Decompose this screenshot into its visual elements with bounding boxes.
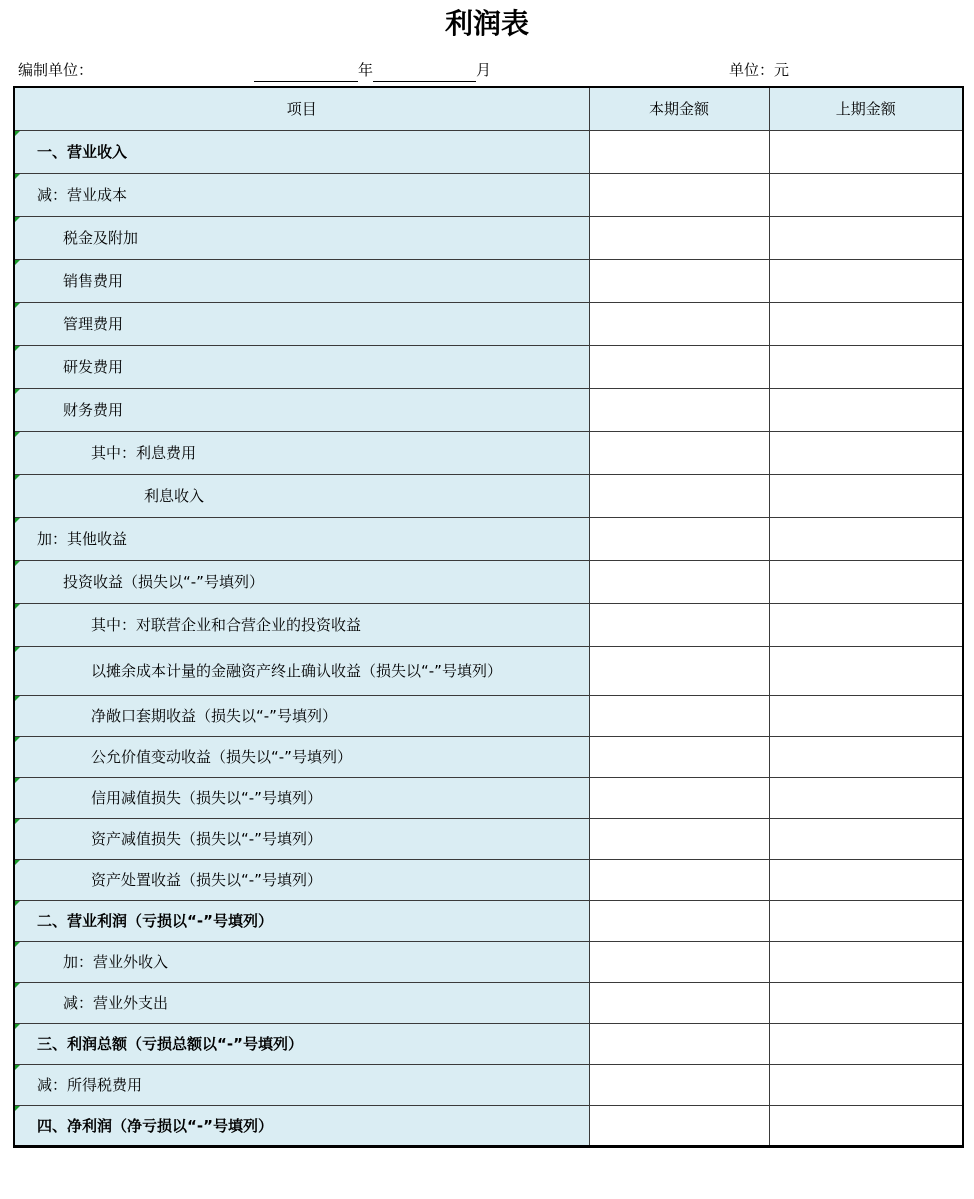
previous-amount-cell[interactable] [769,736,963,777]
current-amount-cell[interactable] [589,646,769,695]
table-row [14,859,963,900]
table-row [14,646,963,695]
table-row [14,695,963,736]
previous-amount-cell[interactable] [769,695,963,736]
table-row [14,1064,963,1105]
previous-amount-cell[interactable] [769,1023,963,1064]
table-row [14,941,963,982]
table-row [14,517,963,560]
table-row [14,736,963,777]
previous-amount-cell[interactable] [769,1105,963,1146]
row-label: 利息收入 [14,474,589,517]
table-row [14,345,963,388]
current-amount-cell[interactable] [589,130,769,173]
current-amount-cell[interactable] [589,695,769,736]
row-label: 税金及附加 [14,216,589,259]
previous-amount-cell[interactable] [769,388,963,431]
table-row [14,900,963,941]
previous-amount-cell[interactable] [769,818,963,859]
row-label: 销售费用 [14,259,589,302]
row-label: 其中：对联营企业和合营企业的投资收益 [14,603,589,646]
row-label: 三、利润总额（亏损总额以“-”号填列） [14,1023,589,1064]
row-label: 加：营业外收入 [14,941,589,982]
row-label: 管理费用 [14,302,589,345]
current-amount-cell[interactable] [589,345,769,388]
previous-amount-cell[interactable] [769,982,963,1023]
company-label: 编制单位： [18,61,94,79]
income-statement-table [13,86,964,1148]
row-label: 减：所得税费用 [14,1064,589,1105]
column-header-previous-period: 上期金额 [769,87,963,130]
row-label: 以摊余成本计量的金融资产终止确认收益（损失以“-”号填列） [14,646,589,695]
current-amount-cell[interactable] [589,900,769,941]
previous-amount-cell[interactable] [769,474,963,517]
previous-amount-cell[interactable] [769,900,963,941]
previous-amount-cell[interactable] [769,859,963,900]
current-amount-cell[interactable] [589,302,769,345]
page-title: 利润表 [444,7,529,40]
report-period [254,58,491,82]
previous-amount-cell[interactable] [769,1064,963,1105]
row-label: 资产处置收益（损失以“-”号填列） [14,859,589,900]
table-row [14,474,963,517]
table-row [14,216,963,259]
current-amount-cell[interactable] [589,982,769,1023]
current-amount-cell[interactable] [589,431,769,474]
table-row [14,982,963,1023]
current-amount-cell[interactable] [589,216,769,259]
previous-amount-cell[interactable] [769,646,963,695]
table-row [14,130,963,173]
current-amount-cell[interactable] [589,736,769,777]
row-label: 加：其他收益 [14,517,589,560]
row-label: 资产减值损失（损失以“-”号填列） [14,818,589,859]
row-label: 减：营业成本 [14,173,589,216]
current-amount-cell[interactable] [589,517,769,560]
month-label: 月 [476,61,492,79]
previous-amount-cell[interactable] [769,560,963,603]
table-row [14,1023,963,1064]
current-amount-cell[interactable] [589,603,769,646]
previous-amount-cell[interactable] [769,431,963,474]
report-meta [0,58,974,82]
previous-amount-cell[interactable] [769,345,963,388]
column-header-item: 项目 [14,87,589,130]
previous-amount-cell[interactable] [769,777,963,818]
row-label: 公允价值变动收益（损失以“-”号填列） [14,736,589,777]
current-amount-cell[interactable] [589,777,769,818]
previous-amount-cell[interactable] [769,941,963,982]
row-label: 投资收益（损失以“-”号填列） [14,560,589,603]
column-header-current-period: 本期金额 [589,87,769,130]
current-amount-cell[interactable] [589,818,769,859]
table-row [14,818,963,859]
previous-amount-cell[interactable] [769,130,963,173]
table-row [14,259,963,302]
table-row [14,173,963,216]
table-row [14,603,963,646]
row-label: 四、净利润（净亏损以“-”号填列） [14,1105,589,1146]
current-amount-cell[interactable] [589,474,769,517]
row-label: 减：营业外支出 [14,982,589,1023]
row-label: 二、营业利润（亏损以“-”号填列） [14,900,589,941]
row-label: 净敞口套期收益（损失以“-”号填列） [14,695,589,736]
table-row [14,302,963,345]
current-amount-cell[interactable] [589,173,769,216]
table-row [14,388,963,431]
current-amount-cell[interactable] [589,859,769,900]
previous-amount-cell[interactable] [769,517,963,560]
row-label: 研发费用 [14,345,589,388]
row-label: 其中：利息费用 [14,431,589,474]
row-label: 财务费用 [14,388,589,431]
current-amount-cell[interactable] [589,560,769,603]
current-amount-cell[interactable] [589,259,769,302]
previous-amount-cell[interactable] [769,173,963,216]
current-amount-cell[interactable] [589,1023,769,1064]
currency-unit-label: 单位：元 [729,61,790,79]
current-amount-cell[interactable] [589,1064,769,1105]
current-amount-cell[interactable] [589,1105,769,1146]
month-blank[interactable] [373,65,476,82]
table-row [14,777,963,818]
previous-amount-cell[interactable] [769,302,963,345]
row-label: 信用减值损失（损失以“-”号填列） [14,777,589,818]
current-amount-cell[interactable] [589,941,769,982]
previous-amount-cell[interactable] [769,603,963,646]
table-row [14,431,963,474]
previous-amount-cell[interactable] [769,216,963,259]
table-row [14,560,963,603]
table-row [14,1105,963,1146]
previous-amount-cell[interactable] [769,259,963,302]
current-amount-cell[interactable] [589,388,769,431]
row-label: 一、营业收入 [14,130,589,173]
year-blank[interactable] [254,65,358,82]
year-label: 年 [358,61,374,79]
